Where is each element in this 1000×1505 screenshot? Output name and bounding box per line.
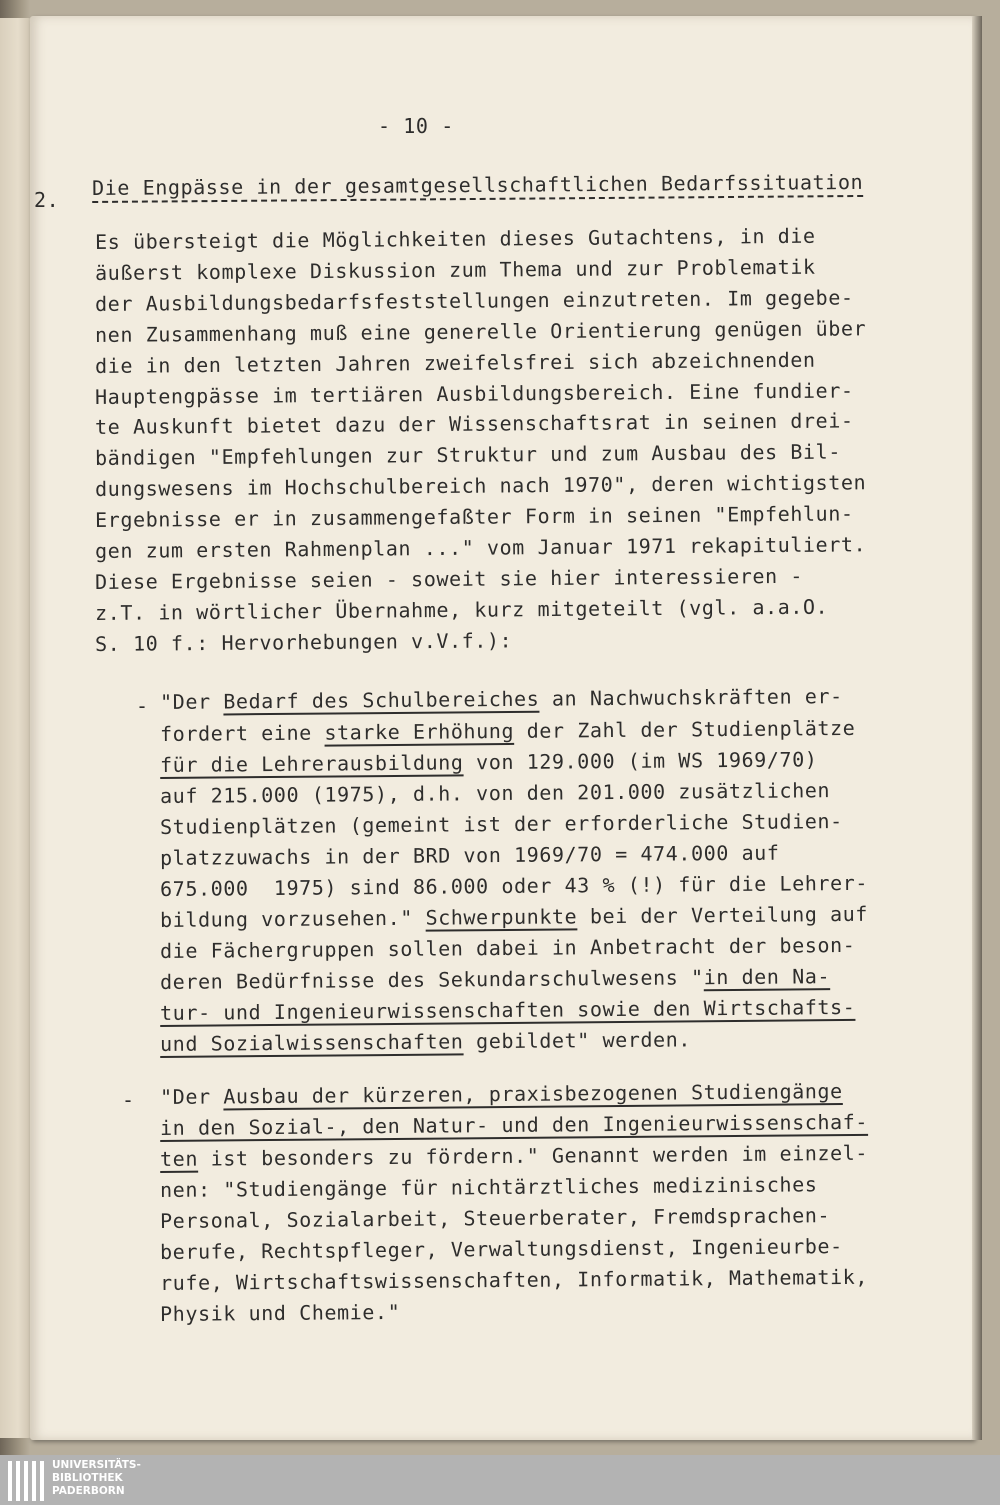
section-number: 2.	[34, 188, 60, 212]
library-name-line: BIBLIOTHEK	[52, 1472, 123, 1484]
page-number: - 10 -	[378, 114, 454, 138]
text-line: bildung vorzusehen." Schwerpunkte bei der Verteilung auf	[160, 901, 869, 932]
text-line: ten ist besonders zu fördern." Genannt werden im einzel-	[160, 1140, 869, 1171]
text-line: bändigen "Empfehlungen zur Struktur und zum Ausbau des Bil-	[95, 439, 842, 471]
text-line: S. 10 f.: Hervorhebungen v.V.f.):	[95, 628, 513, 656]
library-logo-icon	[8, 1461, 44, 1501]
text-line: Studienplätzen (gemeint ist der erforderliche Studien-	[160, 809, 843, 839]
library-name	[52, 1459, 141, 1498]
text-line: für die Lehrerausbildung von 129.000 (im WS 1969/70)	[160, 747, 818, 777]
text-line: "Der Bedarf des Schulbereiches an Nachwuchskräften er-	[160, 684, 843, 714]
library-name-line: PADERBORN	[52, 1485, 125, 1497]
text-line: Hauptengpässe im tertiären Ausbildungsbereich. Eine fundier-	[95, 377, 854, 409]
text-line: platzzuwachs in der BRD von 1969/70 = 474.000 auf	[160, 840, 780, 870]
text-line: Personal, Sozialarbeit, Steuerberater, Fremdsprachen-	[160, 1203, 831, 1233]
text-line: deren Bedürfnisse des Sekundarschulwesens "in den Na-	[160, 964, 831, 994]
text-line: tur- und Ingenieurwissenschaften sowie den Wirtschafts-	[160, 994, 856, 1025]
text-line: rufe, Wirtschaftswissenschaften, Informatik, Mathematik,	[160, 1264, 869, 1295]
text-line: in den Sozial-, den Natur- und den Ingenieurwissenschaf-	[160, 1109, 869, 1140]
text-line: die Fächergruppen sollen dabei in Anbetracht der beson-	[160, 932, 856, 963]
text-line: und Sozialwissenschaften gebildet" werden.	[160, 1027, 692, 1056]
bullet-marker: -	[122, 1088, 135, 1112]
page-stack-edge	[972, 16, 982, 1440]
text-line: Physik und Chemie."	[160, 1299, 401, 1326]
text-line: die in den letzten Jahren zweifelsfrei sich abzeichnenden	[95, 347, 816, 378]
text-line: te Auskunft bietet dazu der Wissenschaftsrat in seinen drei-	[95, 408, 854, 440]
text-line: 675.000 1975) sind 86.000 oder 43 % (!) für die Lehrer-	[160, 870, 869, 901]
library-name-line: UNIVERSITÄTS-	[52, 1459, 141, 1471]
text-line: berufe, Rechtspfleger, Verwaltungsdienst, Ingenieurbe-	[160, 1234, 843, 1264]
text-line: der Ausbildungsbedarfsfeststellungen einzutreten. Im gegebe-	[95, 285, 854, 316]
text-line: "Der Ausbau der kürzeren, praxisbezogenen Studiengänge	[160, 1079, 843, 1109]
text-line: gen zum ersten Rahmenplan ..." vom Januar 1971 rekapituliert.	[95, 532, 867, 563]
text-line: fordert eine starke Erhöhung der Zahl der Studienplätze	[160, 715, 856, 746]
text-line: Diese Ergebnisse seien - soweit sie hier interessieren -	[95, 563, 804, 594]
left-page-edge	[0, 18, 34, 1438]
text-line: Ergebnisse er in zusammengefaßter Form in seinen "Empfehlun-	[95, 501, 854, 533]
library-footer-bar	[0, 1455, 1000, 1505]
text-line: auf 215.000 (1975), d.h. von den 201.000 zusätzlichen	[160, 778, 831, 808]
text-line: Es übersteigt die Möglichkeiten dieses Gutachtens, in die	[95, 223, 816, 254]
text-line: nen: "Studiengänge für nichtärztliches medizinisches	[160, 1172, 818, 1202]
text-line: z.T. in wörtlicher Übernahme, kurz mitgeteilt (vgl. a.a.O.	[95, 594, 829, 625]
bullet-marker: -	[136, 694, 149, 718]
text-line: dungswesens im Hochschulbereich nach 1970", deren wichtigsten	[95, 470, 867, 502]
text-line: äußerst komplexe Diskussion zum Thema und zur Problematik	[95, 254, 816, 285]
section-heading: Die Engpässe in der gesamtgesellschaftlichen Bedarfssituation	[92, 169, 864, 200]
text-line: nen Zusammenhang muß eine generelle Orientierung genügen über	[95, 315, 867, 347]
